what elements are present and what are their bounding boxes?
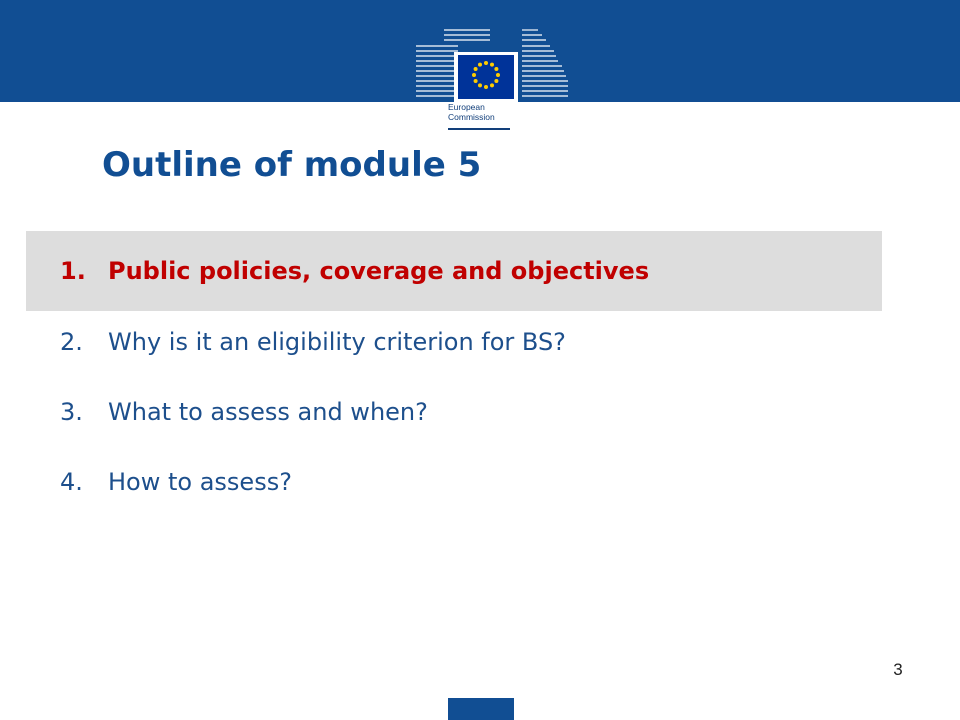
- logo-wordmark: [448, 102, 495, 122]
- outline-item-number: 3.: [60, 398, 83, 426]
- outline-item-label: Why is it an eligibility criterion for BS?: [108, 328, 566, 356]
- bottom-tab: [448, 698, 514, 720]
- outline-item-3: [26, 377, 882, 447]
- outline-item-2: [26, 307, 882, 377]
- outline-item-1: [26, 231, 882, 311]
- slide-title: Outline of module 5: [102, 145, 482, 185]
- logo-text-line1: European: [448, 102, 485, 112]
- outline-item-number: 1.: [60, 257, 86, 285]
- outline-item-number: 4.: [60, 468, 83, 496]
- outline-item-label: Public policies, coverage and objectives: [108, 257, 650, 285]
- commission-building-icon: [414, 22, 570, 102]
- outline-item-label: How to assess?: [108, 468, 292, 496]
- page-number: 3: [893, 660, 903, 679]
- european-commission-logo: [414, 22, 570, 134]
- logo-text-line2: Commission: [448, 112, 495, 122]
- outline-item-number: 2.: [60, 328, 83, 356]
- outline-item-label: What to assess and when?: [108, 398, 428, 426]
- logo-underline: [448, 128, 510, 130]
- outline-item-4: [26, 447, 882, 517]
